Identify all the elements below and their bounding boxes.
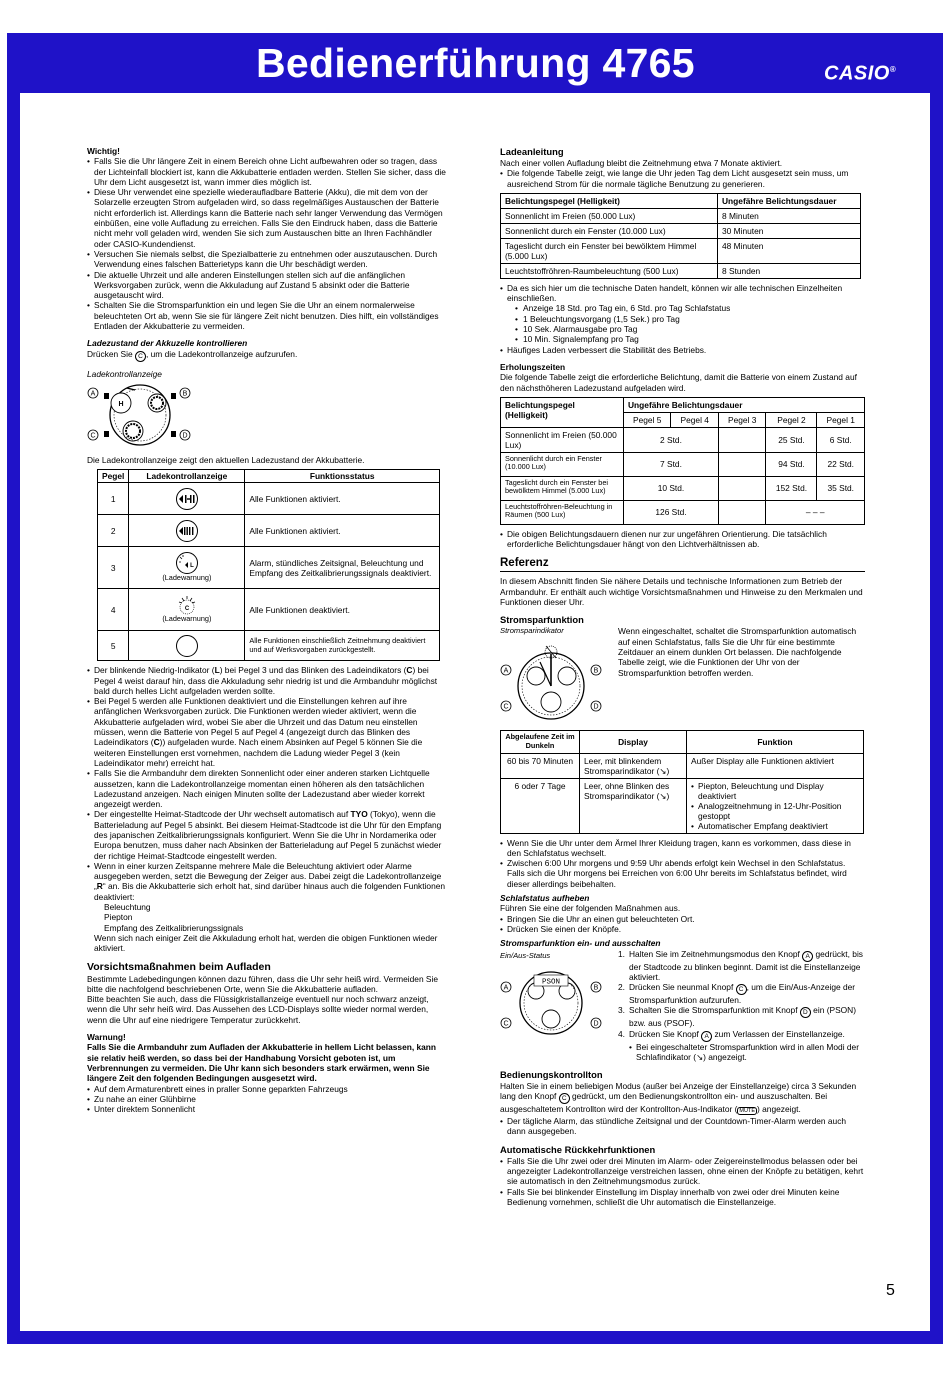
watch-illustration [87,379,207,451]
list-item: • Falls Sie die Uhr zwei oder drei Minuten im Alarm- oder Zeigereinstellmodus belassen oder bei angezeigter Ladekontrollanzeige verstreichen lassen, ohne einen der Knöpfe zu betätigen, kehrt sie automatisch in den Zeitnehmungsmodus zurück. [500,1156,865,1187]
table-cell: Sonnenlicht durch ein Fenster (10.000 Lux) [501,452,624,476]
paragraph: In diesem Abschnitt finden Sie nähere Details und technische Informationen zum Betrieb der Armbanduhr. Er enthält auch wichtige Vorsichtsmaßnahmen und Hinweise zu den Merkmalen und Funktionen dieser Uhr. [500,576,863,608]
powersave-table [500,730,864,833]
table-cell: 22 Std. [817,452,865,476]
table-cell [129,515,245,547]
battery-empty-icon [177,595,197,615]
watch-illustration [500,640,610,730]
disabled-function: Beleuchtung [104,902,151,913]
table-cell: Alle Funktionen aktiviert. [245,515,440,547]
text: Drücken Sie [87,348,135,359]
sleep-indicator-icon: ↘ [659,765,667,776]
figure-label: Ladekontrollanzeige [87,368,162,379]
warning-list [87,156,447,331]
charge-notes-list [500,345,865,355]
btn-a-label: A [90,390,96,398]
section-heading: Bedienungskontrollton [500,1068,603,1080]
list-item: • Die obigen Belichtungsdauern dienen nur zur ungefähren Orientierung. Die tatsächlich erforderliche Belichtungsdauer hängt von den Lichtverhältnissen ab. [500,529,865,550]
brand-logo [824,58,896,86]
section-heading: Vorsichtsmaßnahmen beim Aufladen [87,960,271,973]
table-cell: 3 [98,547,129,589]
hot-locations-list [87,1084,447,1115]
table-cell: Leuchtstoffröhren-Raumbeleuchtung (500 Lux) [501,263,718,278]
table-cell: 6 oder 7 Tage [501,778,580,833]
list-item: • Automatischer Empfang deaktiviert [691,821,859,831]
btn-d-label: D [182,432,188,440]
table-cell: 8 Minuten [718,208,861,223]
recovery-table [500,397,865,525]
battery-full-icon [176,488,198,510]
warning-text: Falls Sie die Armbanduhr zum Aufladen der Akkubatterie in hellem Licht belassen, kann sie relativ heiß werden, so dass bei der Handhabung Vorsicht geboten ist, um Verbrennungen zu vermeiden. Die Uhr kann sich besonders stark erwärmen, wenn Sie längere Zeit den folgenden Bedingungen ausgesetzt wird. [87,1042,437,1084]
charge-warning-note: (Ladewarnung) [162,614,212,624]
list-item: • Zu nahe an einer Glühbirne [87,1094,447,1104]
wake-list [500,914,865,935]
table-cell: 35 Std. [817,476,865,500]
table-cell: 7 Std. [624,452,719,476]
btn-a-label: A [503,984,509,991]
paragraph: Wenn eingeschaltet, schaltet die Stromsparfunktion automatisch auf einen Schlafstatus, falls Sie die Uhr für eine bestimmte Zeitdauer an einem dunklen Ort belassen. Die nachfolgende Tabelle zeigt, wie die Funktionen der Uhr von der Stromsparfunktion betroffen werden. [618,626,857,678]
steps-list [618,949,864,1042]
pson-display: PSON [541,978,561,986]
battery-medium-icon [176,520,198,542]
charge-table [500,193,861,279]
table-header: Ungefähre Belichtungsdauer [624,397,865,412]
sleep-indicator-icon: ↘ [659,790,667,801]
table-cell: 4 [98,589,129,631]
brand-mark: ® [889,65,897,74]
table-header: Belichtungspegel (Helligkeit) [501,397,624,427]
paragraph: Bitte beachten Sie auch, dass die Flüssigkristallanzeige eventuell nur noch schwarz anzeigt, wenn die Uhr sehr heiß wird. Das Aussehen des LCD-Displays sollte wieder normal werden, wenn die Uhr auf eine niedrigere Temperatur zurückkehrt. [87,994,429,1025]
powersave-notes-list [500,838,865,889]
watch-figure [87,379,207,451]
btn-b-label: B [593,667,599,675]
table-header: Pegel 3 [718,412,765,427]
table-cell: Alle Funktionen aktiviert. [245,483,440,515]
list-item: • Da es sich hier um die technische Daten handelt, können wir alle technischen Einzelheiten einschließen. [500,283,865,304]
disabled-function: Empfang des Zeitkalibrierungssignals [104,922,244,933]
list-item: • 10 Min. Signalempfang pro Tag [500,334,865,344]
table-cell: 30 Minuten [718,223,861,238]
steps [618,949,864,1063]
list-item: • Bringen Sie die Uhr an einen gut beleuchteten Ort. [500,914,865,924]
charge-notes-list [500,283,865,304]
list-item: • 10 Sek. Alarmausgabe pro Tag [500,324,865,334]
paragraph: Halten Sie in einem beliebigen Modus (außer bei Anzeige der Einstellanzeige) circa 3 Sekunden lang den Knopf C gedrückt, um den Bedienungskontrollton ein- und auszuschalten. Bei ausgeschaltetem Kontrollton wird der Kontrollton-Aus-Indikator ( MUTE ) angezeigt. [500,1080,857,1114]
list-item: • 1 Beleuchtungsvorgang (1,5 Sek.) pro Tag [500,314,865,324]
list-item: • Der tägliche Alarm, das stündliche Zeitsignal und der Countdown-Timer-Alarm werden auch dann ausgegeben. [500,1116,865,1137]
charge-list [500,168,865,189]
btn-c-label: C [503,703,509,711]
paragraph [87,349,447,362]
list-item: • Piepton, Beleuchtung und Display deaktiviert [691,781,859,801]
table-cell: 5 [98,631,129,661]
section-heading: Automatische Rückkehrfunktionen [500,1143,656,1155]
table-cell: Sonnenlicht im Freien (50.000 Lux) [501,208,718,223]
step-notes-list [618,1042,864,1063]
btn-b-label: B [182,390,188,398]
list-item: • Zwischen 6:00 Uhr morgens und 9:59 Uhr abends erfolgt kein Wechsel in den Schlafstatus. Falls sich die Uhr morgens bei Erreichen von 6:00 Uhr bereits im Schlafstatus befindet, wird dieser allerdings beibehalten. [500,858,865,889]
list-item: • Falls Sie die Armbanduhr dem direkten Sonnenlicht oder einer anderen starken Lichtquelle aussetzen, kann die Ladekontrollanzeige momentan einen höheren als den tatsächlichen Ladezustand anzeigen. Nach einigen Minuten sollte der Ladezustand aber wieder korrekt angezeigt werden. [87,768,447,809]
section-heading: Referenz [500,556,865,572]
table-cell [129,547,245,589]
table-cell: Sonnenlicht im Freien (50.000 Lux) [501,427,624,452]
list-item: • Schalten Sie die Stromsparfunktion ein und legen Sie die Uhr an einem normalerweise beleuchteten Ort ab, wenn Sie sie für längere Zeit nicht benutzen. Dies hilft, ein vollständiges Entladen der Akkubatterie zu vermeiden. [87,300,447,331]
list-item: • Unter direktem Sonnenlicht [87,1104,447,1114]
table-cell: 48 Minuten [718,238,861,263]
page-title: Bedienerführung 4765 [256,40,695,86]
charge-warning-note: (Ladewarnung) [162,573,212,583]
level-table [97,469,440,661]
battery-dead-icon [176,635,198,657]
table-cell: 94 Std. [766,452,817,476]
section-subtitle: Schlafstatus aufheben [500,893,590,904]
table-header: Funktion [687,731,864,753]
button-c-label: C [135,351,146,362]
charge-indicator: C [184,606,190,613]
table-cell: 25 Std. [766,427,817,452]
table-header: Pegel 5 [624,412,671,427]
table-cell: Tageslicht durch ein Fenster bei bewölktem Himmel (5.000 Lux) [501,476,624,500]
paragraph: Nach einer vollen Aufladung bleibt die Zeitnehmung etwa 7 Monate aktiviert. [500,158,783,168]
table-cell [687,778,864,833]
list-item: 2. Drücken Sie neunmal Knopf C , um die Ein/Aus-Anzeige der Stromsparfunktion aufzurufen. [618,982,856,1006]
table-cell: Leer, mit blinkendem Stromsparindikator (↘) [580,753,687,778]
table-cell: – – – [766,500,865,524]
figure-label: Stromsparindikator [500,626,564,636]
list-item: • Wenn Sie die Uhr unter dem Ärmel Ihrer Kleidung tragen, kann es vorkommen, dass diese in den Schlafstatus wechselt. [500,838,865,859]
list-item: • Falls Sie bei blinkender Einstellung im Display innerhalb von zwei oder drei Minuten keine Bedienung vornehmen, schließt die Uhr automatisch die Einstellanzeige. [500,1187,865,1208]
list-item: • Die folgende Tabelle zeigt, wie lange die Uhr jeden Tag dem Licht ausgesetzt sein muss, um ausreichend Strom für die normale tägliche Benutzung zu generieren. [500,168,865,189]
battery-low-icon [176,552,198,574]
left-column [87,146,447,1114]
page-number: 5 [886,1282,895,1299]
paragraph: Bestimmte Ladebedingungen können dazu führen, dass die Uhr sehr heiß wird. Vermeiden Sie bitte die nachfolgend beschriebenen Orte, wenn Sie die Akkubatterie aufladen. [87,973,439,994]
list-item: • Anzeige 18 Std. pro Tag ein, 6 Std. pro Tag Schlafstatus [500,303,865,313]
mute-indicator-icon: MUTE [739,1107,756,1114]
table-header: Ungefähre Belichtungsdauer [718,193,861,208]
list-item: • Auf dem Armaturenbrett eines in praller Sonne geparkten Fahrzeugs [87,1084,447,1094]
watch-illustration [500,963,610,1043]
list-item: • Die aktuelle Uhrzeit und alle anderen Einstellungen stellen sich auf die anfänglichen Werksvorgaben zurück, wenn die Akkuladung auf Zustand 5 absinkt oder die Batterie ausgetauscht wird. [87,270,447,301]
list-item: 1. Halten Sie im Zeitnehmungsmodus den Knopf A gedrückt, bis der Stadtcode zu blinken beginnt. Damit ist die Einstellanzeige aktiviert. [618,948,863,982]
table-cell [129,631,245,661]
table-header: Pegel 2 [766,412,817,427]
warning-title: Wichtig! [87,146,120,156]
list-item: • Drücken Sie einen der Knöpfe. [500,924,865,934]
paragraph: Die folgende Tabelle zeigt die erforderliche Belichtung, damit die Batterie von einem Zustand auf den nächsthöheren Ladezustand aufgeladen wird. [500,372,857,393]
btn-c-label: C [503,1020,509,1027]
table-cell: 10 Std. [624,476,719,500]
table-header: Ladekontrollanzeige [129,470,245,483]
table-cell: Außer Display alle Funktionen aktiviert [687,753,864,778]
sleep-indicator-icon: ↘ [696,1051,704,1062]
list-item: • Falls Sie die Uhr längere Zeit in einem Bereich ohne Licht aufbewahren oder so tragen, dass der Lichteinfall blockiert ist, kann die Akkubatterie entladen werden. Stellen Sie sicher, dass die Uhr dem Licht ausgesetzt ist, wann immer dies möglich ist. [87,156,447,187]
list-item: • Der eingestellte Heimat-Stadtcode der Uhr wechselt automatisch auf TYO (Tokyo), wenn die Batterieladung auf Pegel 5 absinkt. Bei diesem Heimat-Stadtcode ist die Uhr für den Empfang des japanischen Zeitkalibrierungssignals konfiguriert. Wenn Sie die Uhr in Nordamerika oder Europa benutzen, muss daher nach Absinken der Batterieladung auf Pegel 5 zunächst wieder der richtige Heimat-Stadtcode eingestellt werden. [87,809,447,860]
list-item: • Wenn in einer kurzen Zeitspanne mehrere Male die Beleuchtung aktiviert oder Alarme ausgegeben werden, setzt die Bewegung der Zeiger aus. Dabei zeigt die Ladekontrollanzeige „R“ an. Bis die Akkubatterie sich erholt hat, sind darüber hinaus auch die folgenden Funktionen deaktiviert: Beleuchtung Piepton Empfang des Zeitkalibrierungssignals Wenn sich nach einiger Zeit die Akkuladung erholt hat, werden die obigen Funktionen wieder aktiviert. [87,861,447,954]
list-item: 4. Drücken Sie Knopf A zum Verlassen der Einstellanzeige. [618,1028,845,1040]
table-cell: 8 Stunden [718,263,861,278]
list-item: • Bei eingeschalteter Stromsparfunktion wird in allen Modi der Schlafindikator (↘) angezeigt. [629,1042,864,1063]
table-cell: 152 Std. [766,476,817,500]
list-item: • Bei Pegel 5 werden alle Funktionen deaktiviert und die Einstellungen kehren auf ihre anfänglichen Werksvorgaben zurück. Die Funktionen werden wieder aktiviert, wenn die Akkubatterie aufgeladen wird, wobei Sie aber die Uhrzeit und das Datum neu einstellen müssen, wenn die Batterie von Pegel 5 auf Pegel 4 (angezeigt durch das Blinken des Ladeindikators (C)) aufgeladen wurde. Nach einem Absinken auf Pegel 5 können Sie die weiteren Einstellungen erst vornehmen, nachdem die Ladung wieder Pegel 3 (kein Ladeindikator mehr) erreicht hat. [87,696,447,768]
table-header: Belichtungspegel (Helligkeit) [501,193,718,208]
table-cell: 1 [98,483,129,515]
btn-c-label: C [90,432,96,440]
btn-d-label: D [593,703,599,711]
table-header: Abgelaufene Zeit im Dunkeln [501,731,580,753]
table-cell: Alarm, stündliches Zeitsignal, Beleuchtung und Empfang des Zeitkalibrierungssignals deaktiviert. [245,547,440,589]
table-cell: Sonnenlicht durch ein Fenster (10.000 Lux) [501,223,718,238]
gauge-label: H [118,400,124,408]
recovery-notes-list [500,529,865,550]
table-cell: 2 Std. [624,427,719,452]
table-cell [129,589,245,631]
level-notes-list [87,665,447,953]
section-subtitle: Ladezustand der Akkuzelle kontrollieren [87,338,248,349]
table-header: Pegel 1 [817,412,865,427]
table-cell: Leer, ohne Blinken des Stromsparindikator (↘) [580,778,687,833]
spec-list [500,303,865,344]
paragraph: Wenn sich nach einiger Zeit die Akkuladung erholt hat, werden die obigen Funktionen wieder aktiviert. [94,932,438,954]
table-cell: 6 Std. [817,427,865,452]
table-header: Pegel 4 [671,412,718,427]
list-item: 3. Schalten Sie die Stromsparfunktion mit Knopf D ein (PSON) bzw. aus (PSOF). [618,1005,857,1029]
table-cell: 126 Std. [624,500,719,524]
table-header: Pegel [98,470,129,483]
table-cell: Tageslicht durch ein Fenster bei bewölktem Himmel (5.000 Lux) [501,238,718,263]
brand-name: CASIO [824,62,890,85]
btn-a-label: A [503,667,509,675]
paragraph: Die Ladekontrollanzeige zeigt den aktuellen Ladezustand der Akkubatterie. [87,454,365,465]
list-item: • Analogzeitnehmung in 12-Uhr-Position gestoppt [691,801,859,821]
table-cell: Alle Funktionen deaktiviert. [245,589,440,631]
auto-return-list [500,1156,865,1207]
list-item: • Häufiges Laden verbessert die Stabilität des Betriebs. [500,345,865,355]
right-column [500,146,865,1207]
table-cell: Leuchtstoffröhren-Beleuchtung in Räumen (500 Lux) [501,500,624,524]
onoff-block [500,949,865,1069]
low-indicator: L [190,563,194,570]
btn-b-label: B [593,984,599,991]
controls-notes-list [500,1116,865,1137]
text: , um die Ladekontrollanzeige aufzurufen. [145,348,298,359]
table-header: Funktionsstatus [245,470,440,483]
section-subtitle: Erholungszeiten [500,361,566,372]
table-header: Display [580,731,687,753]
table-cell [129,483,245,515]
paragraph: Führen Sie eine der folgenden Maßnahmen aus. [500,903,681,914]
section-heading: Stromsparfunktion [500,614,584,626]
list-item: • Versuchen Sie niemals selbst, die Spezialbatterie zu entnehmen oder auszutauschen. Durch Verwendung eines falschen Batterietyps kann die Uhr beschädigt werden. [87,249,447,270]
disabled-function: Piepton [104,912,133,923]
table-cell: 60 bis 70 Minuten [501,753,580,778]
list-item: • Diese Uhr verwendet eine spezielle wiederaufladbare Batterie (Akku), die mit dem von der Solarzelle erzeugten Strom aufgeladen wird, so dass regelmäßiges Austauschen der Batterie nicht erforderlich ist. Allerdings kann die Batterie nach sehr langer Verwendung das Vermögen einbüßen, eine volle Aufladung zu erreichen. Falls Sie den Eindruck haben, dass die Batterie nicht mehr voll geladen wird, wenden Sie sich zum Austauschen bitte an Ihren Fachhändler oder CASIO-Kundendienst. [87,187,447,249]
list-item: • Der blinkende Niedrig-Indikator (L) bei Pegel 3 und das Blinken des Ladeindikators (C) bei Pegel 4 weist darauf hin, dass die Akkuladung sehr niedrig ist und die Armbanduhr möglichst bald durch helles Licht aufgeladen werden sollte. [87,665,447,696]
btn-d-label: D [593,1020,599,1027]
section-subtitle: Stromsparfunktion ein- und ausschalten [500,938,661,949]
powersave-block [500,626,865,730]
table-cell: 2 [98,515,129,547]
figure-label: Ein/Aus-Status [500,950,551,960]
table-cell: Alle Funktionen einschließlich Zeitnehmung deaktiviert und auf Werksvorgaben zurückgestellt. [245,631,440,661]
section-heading: Ladeanleitung [500,146,564,157]
warning-title: Warnung! [87,1032,126,1043]
